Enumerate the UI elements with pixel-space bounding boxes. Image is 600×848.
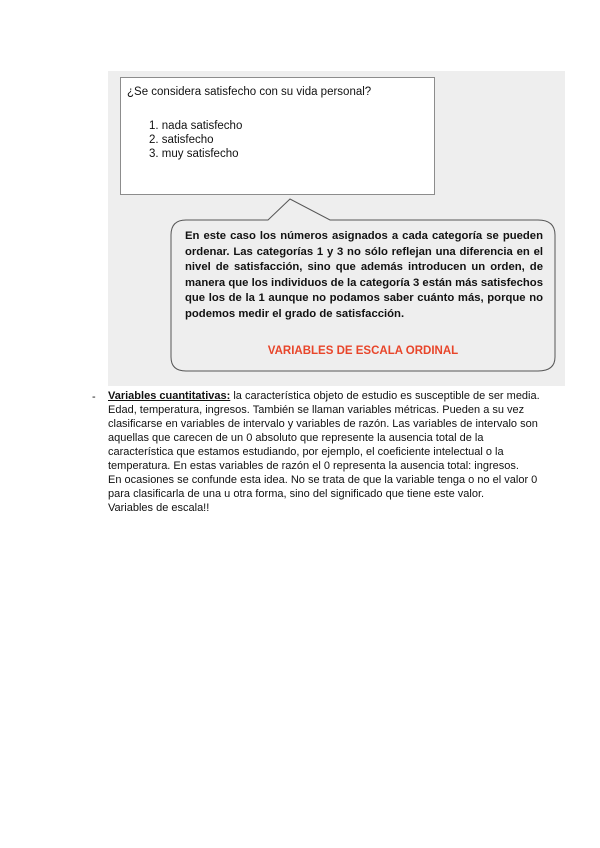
paragraph <box>108 389 540 473</box>
paragraph-text: la característica objeto de estudio es susceptible de ser media. Edad, temperatura, ingresos. También se llaman variables métricas. Pueden a su vez clasificarse en variables de intervalo y variables de razón. Las variables de intervalo son aquellas que carecen de un 0 absoluto que represente la ausencia total de la característica que estamos estudiando, por ejemplo, el coeficiente intelectual o la temperatura. En estas variables de razón el 0 representa la ausencia total: ingresos. <box>108 390 540 472</box>
callout-label: VARIABLES DE ESCALA ORDINAL <box>267 345 459 357</box>
paragraph: En ocasiones se confunde esta idea. No se trata de que la variable tenga o no el valor 0 para clasificarla de una u otra forma, sino del significado que tiene este valor. <box>108 474 538 500</box>
bullet-marker: - <box>92 391 96 403</box>
option-item: 2. satisfecho <box>149 134 214 146</box>
ordinal-scale-figure <box>108 71 565 386</box>
question-text: ¿Se considera satisfecho con su vida personal? <box>127 86 372 98</box>
callout-text: En este caso los números asignados a cada categoría se pueden ordenar. Las categorías 1 y 3 no sólo reflejan una diferencia en el nivel de satisfacción, sino que además introducen un orden, de manera que los individuos de la categoría 3 están más satisfechos que los de la 1 aunque no podamos saber cuánto más, porque no podemos medir el grado de satisfacción. <box>185 230 543 320</box>
option-item: 1. nada satisfecho <box>149 120 243 132</box>
body-text <box>108 389 540 515</box>
option-item: 3. muy satisfecho <box>149 148 239 160</box>
term-heading: Variables cuantitativas: <box>108 390 231 402</box>
paragraph: Variables de escala!! <box>108 502 210 514</box>
